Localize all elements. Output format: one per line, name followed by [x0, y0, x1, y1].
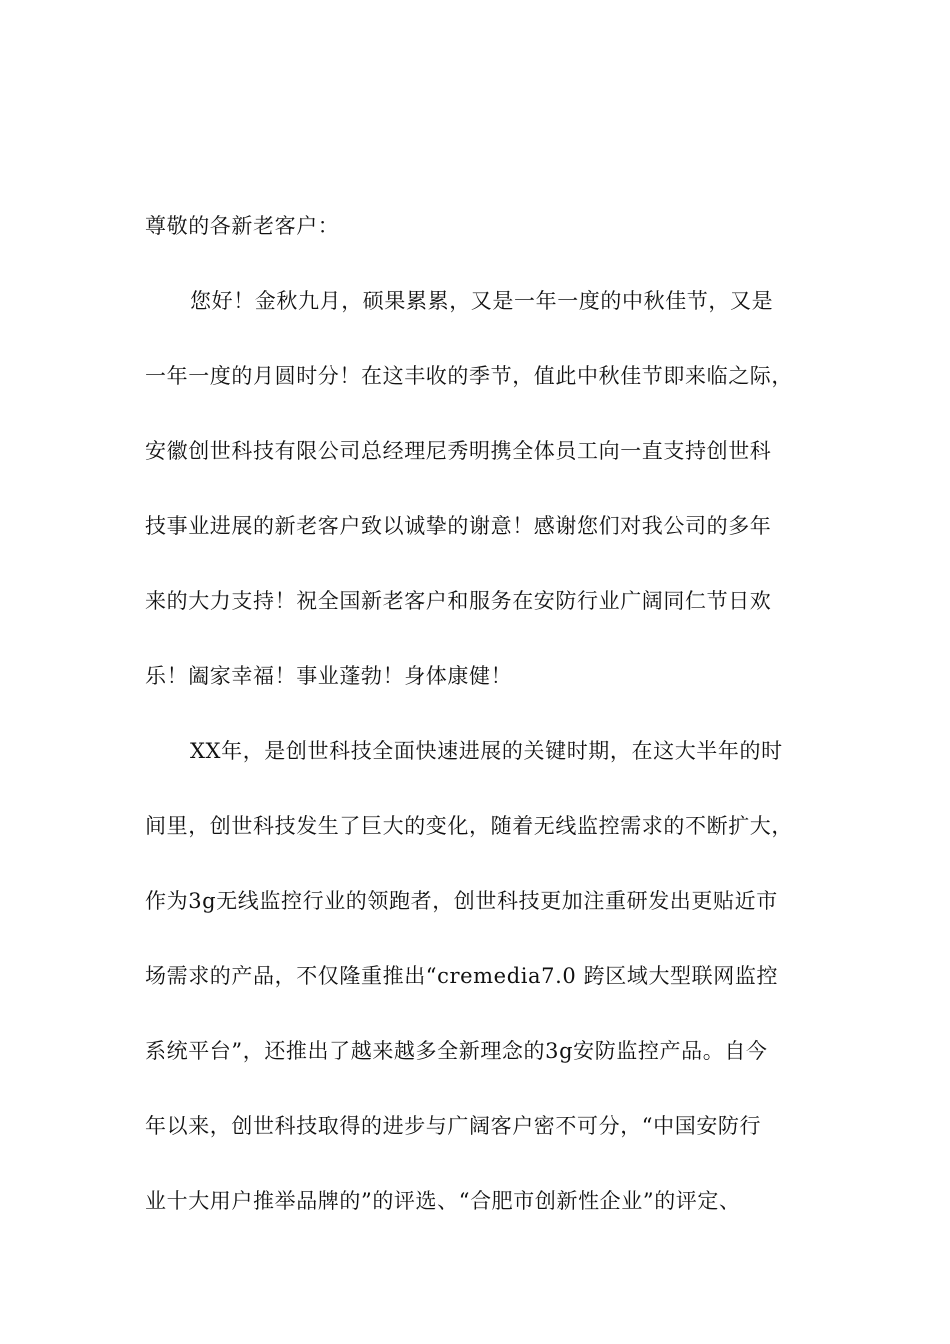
paragraph-line: XX年，是创世科技全面快速进展的关键时期，在这大半年的时 — [190, 739, 783, 763]
paragraph-line: 来的大力支持！祝全国新老客户和服务在安防行业广阔同仁节日欢 — [145, 589, 772, 613]
paragraph-line: 安徽创世科技有限公司总经理尼秀明携全体员工向一直支持创世科 — [145, 439, 772, 463]
paragraph-line: 您好！金秋九月，硕果累累，又是一年一度的中秋佳节，又是 — [190, 289, 774, 313]
paragraph-line: 系统平台”，还推出了越来越多全新理念的3g安防监控产品。自今 — [145, 1039, 768, 1063]
paragraph-line: 技事业进展的新老客户致以诚挚的谢意！感谢您们对我公司的多年 — [145, 514, 772, 538]
paragraph-line: 一年一度的月圆时分！在这丰收的季节，值此中秋佳节即来临之际， — [145, 364, 793, 388]
salutation: 尊敬的各新老客户： — [145, 214, 340, 238]
paragraph-line: 乐！阖家幸福！事业蓬勃！身体康健！ — [145, 664, 513, 688]
paragraph-line: 场需求的产品，不仅隆重推出“cremedia7.0 跨区域大型联网监控 — [145, 964, 779, 988]
paragraph-line: 业十大用户推举品牌的”的评选、“合肥市创新性企业”的评定、 — [145, 1189, 741, 1213]
paragraph-line: 作为3g无线监控行业的领跑者，创世科技更加注重研发出更贴近市 — [145, 889, 778, 913]
paragraph-line: 年以来，创世科技取得的进步与广阔客户密不可分，“中国安防行 — [145, 1114, 762, 1138]
paragraph-line: 间里，创世科技发生了巨大的变化，随着无线监控需求的不断扩大， — [145, 814, 793, 838]
